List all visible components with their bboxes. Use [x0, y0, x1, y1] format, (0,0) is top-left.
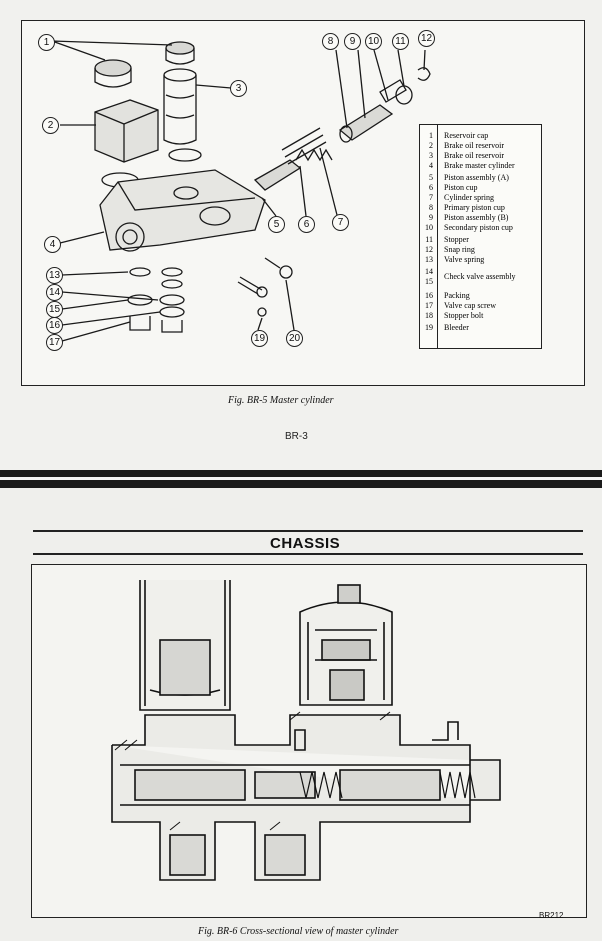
callout-13: 13 [46, 267, 63, 284]
callout-7: 7 [332, 214, 349, 231]
legend-label: Brake oil reservoir [444, 141, 504, 150]
legend-label: Valve cap screw [444, 301, 496, 310]
figure-caption-br6: Fig. BR-6 Cross-sectional view of master cylinder [198, 926, 399, 937]
callout-15: 15 [46, 301, 63, 318]
legend-number: 17 [425, 301, 433, 310]
legend-number: 1 [429, 131, 433, 140]
callout-3: 3 [230, 80, 247, 97]
legend-label: Stopper [444, 235, 469, 244]
legend-label: Stopper bolt [444, 311, 484, 320]
legend-label: Valve spring [444, 255, 485, 264]
legend-label: Piston assembly (A) [444, 173, 509, 182]
legend-number: 11 [425, 235, 433, 244]
legend-number: 3 [429, 151, 433, 160]
callout-6: 6 [298, 216, 315, 233]
legend-number: 12 [425, 245, 433, 254]
legend-label: Check valve assembly [444, 272, 516, 281]
page-number: BR-3 [285, 431, 308, 442]
legend-label: Piston assembly (B) [444, 213, 509, 222]
legend-number: 7 [429, 193, 433, 202]
legend-label: Snap ring [444, 245, 475, 254]
legend-number: 15 [425, 277, 433, 286]
legend-label: Secondary piston cup [444, 223, 513, 232]
callout-11: 11 [392, 33, 409, 50]
callout-20: 20 [286, 330, 303, 347]
callout-5: 5 [268, 216, 285, 233]
callout-10: 10 [365, 33, 382, 50]
section-title: CHASSIS [270, 535, 341, 552]
callout-9: 9 [344, 33, 361, 50]
legend-number: 13 [425, 255, 433, 264]
legend-number: 4 [429, 161, 433, 170]
legend-number: 2 [429, 141, 433, 150]
legend-label: Packing [444, 291, 470, 300]
callout-2: 2 [42, 117, 59, 134]
callout-12: 12 [418, 30, 435, 47]
legend-number: 6 [429, 183, 433, 192]
callout-8: 8 [322, 33, 339, 50]
legend-label: Cylinder spring [444, 193, 494, 202]
legend-label: Brake master cylinder [444, 161, 515, 170]
legend-number: 5 [429, 173, 433, 182]
legend-label: Piston cup [444, 183, 478, 192]
legend-number: 10 [425, 223, 433, 232]
legend-number: 18 [425, 311, 433, 320]
callout-16: 16 [46, 317, 63, 334]
legend-label: Bleeder [444, 323, 469, 332]
legend-number: 8 [429, 203, 433, 212]
legend-number: 16 [425, 291, 433, 300]
legend-number: 14 [425, 267, 433, 276]
figure-caption-br5: Fig. BR-5 Master cylinder [228, 395, 334, 406]
legend-label: Brake oil reservoir [444, 151, 504, 160]
callout-4: 4 [44, 236, 61, 253]
callout-17: 17 [46, 334, 63, 351]
callout-19: 19 [251, 330, 268, 347]
legend-number: 19 [425, 323, 433, 332]
callout-14: 14 [46, 284, 63, 301]
figure-code: BR212 [539, 911, 564, 920]
callout-1: 1 [38, 34, 55, 51]
legend-label: Reservoir cap [444, 131, 489, 140]
legend-label: Primary piston cup [444, 203, 505, 212]
legend-number: 9 [429, 213, 433, 222]
